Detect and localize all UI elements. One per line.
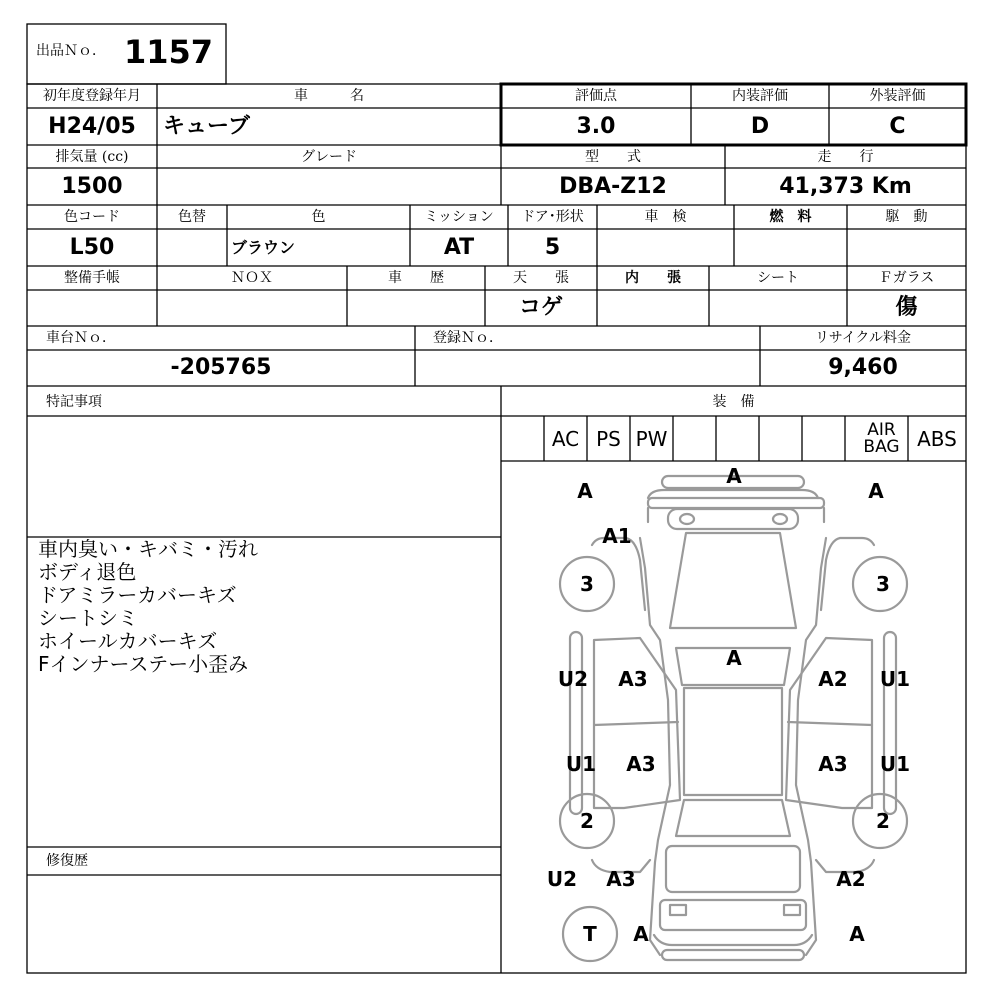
interior-grade-label: 内装評価 bbox=[732, 88, 788, 104]
registration-value: H24/05 bbox=[48, 113, 136, 139]
car-name-value: キューブ bbox=[163, 113, 250, 139]
damage-rear-right-tire: 2 bbox=[876, 809, 890, 833]
exterior-grade-label: 外装評価 bbox=[869, 88, 926, 104]
remark-line: ホイールカバーキズ bbox=[38, 629, 218, 653]
drive-label: 駆 動 bbox=[885, 209, 928, 225]
equipment-item bbox=[845, 416, 855, 461]
recycle-label: リサイクル料金 bbox=[814, 330, 912, 346]
equipment-item-ps: PS bbox=[596, 426, 621, 451]
reg-no-value bbox=[415, 350, 760, 386]
chassis-label: 車台Ｎｏ． bbox=[46, 330, 116, 346]
history-value bbox=[347, 290, 485, 326]
chassis-value: -205765 bbox=[170, 355, 272, 380]
damage-rear-left-corner: A bbox=[633, 922, 649, 946]
remark-line: ボディ退色 bbox=[38, 560, 137, 584]
transmission-label: ミッション bbox=[424, 209, 494, 225]
color-label: 色 bbox=[311, 209, 326, 225]
inspection-value bbox=[597, 229, 734, 266]
damage-rear-right-corner: A bbox=[849, 922, 865, 946]
mileage-label: 走 行 bbox=[817, 148, 874, 165]
equipment-item-pw: PW bbox=[635, 426, 668, 451]
damage-right-rear-door: A3 bbox=[818, 752, 848, 776]
damage-left-quarter: A3 bbox=[606, 867, 636, 891]
exterior-grade-value: C bbox=[889, 113, 906, 139]
inner-trim-label: 内 張 bbox=[625, 270, 681, 286]
fuel-label: 燃 料 bbox=[769, 209, 812, 225]
equipment-item bbox=[673, 416, 716, 461]
equipment-item bbox=[716, 416, 759, 461]
damage-front-bumper: A bbox=[726, 464, 742, 488]
remarks-label: 特記事項 bbox=[46, 394, 102, 410]
equipment-item bbox=[501, 416, 544, 461]
service-book-value bbox=[27, 290, 157, 326]
remark-line: ドアミラーカバーキズ bbox=[38, 583, 237, 607]
color-code-label: 色コード bbox=[64, 209, 120, 225]
remark-line: Fインナーステー小歪み bbox=[38, 652, 249, 676]
f-glass-label: Ｆガラス bbox=[878, 270, 935, 286]
damage-left-rear-door: A3 bbox=[626, 752, 656, 776]
displacement-label: 排気量 (cc) bbox=[55, 148, 129, 165]
score-value: 3.0 bbox=[576, 113, 616, 139]
color-change-label: 色替 bbox=[178, 209, 206, 225]
color-code-value: L50 bbox=[69, 234, 115, 260]
damage-left-sill-rear: U1 bbox=[565, 752, 597, 776]
damage-right-sill-rear: U1 bbox=[879, 752, 911, 776]
damage-roof: A bbox=[726, 646, 742, 670]
repair-label: 修復歴 bbox=[46, 853, 88, 869]
seat-value bbox=[709, 290, 847, 326]
car-name-label: 車 名 bbox=[294, 88, 364, 104]
remark-line: 車内臭い・キバミ・汚れ bbox=[38, 537, 258, 561]
equipment-item-ac: AC bbox=[551, 426, 580, 451]
repair-value bbox=[27, 875, 501, 973]
seat-label: シート bbox=[757, 270, 799, 286]
damage-rear-left-tire: 2 bbox=[580, 809, 594, 833]
equipment-item bbox=[802, 416, 845, 461]
nox-value bbox=[157, 290, 347, 326]
damage-left-front-door: A3 bbox=[618, 667, 648, 691]
model-value: DBA-Z12 bbox=[559, 173, 667, 199]
ceiling-label: 天 張 bbox=[513, 270, 569, 286]
damage-front-left-tire: 3 bbox=[580, 572, 594, 596]
service-book-label: 整備手帳 bbox=[64, 270, 120, 286]
mileage-value: 41,373 Km bbox=[779, 173, 912, 199]
damage-right-quarter: A2 bbox=[836, 867, 866, 891]
history-label: 車 歴 bbox=[388, 270, 444, 286]
inner-trim-value bbox=[597, 290, 709, 326]
f-glass-value: 傷 bbox=[895, 295, 918, 320]
registration-label: 初年度登録年月 bbox=[43, 88, 141, 104]
equipment-item-airbag: AIR BAG bbox=[863, 420, 900, 457]
interior-grade-value: D bbox=[750, 113, 770, 139]
drive-value bbox=[847, 229, 966, 266]
grade-label: グレード bbox=[301, 148, 357, 165]
damage-left-quarter-lower: U2 bbox=[546, 867, 578, 891]
lot-number: 1157 bbox=[124, 33, 214, 71]
transmission-value: AT bbox=[443, 234, 475, 260]
fuel-value bbox=[734, 229, 847, 266]
doors-value: 5 bbox=[544, 234, 561, 260]
nox-label: ＮＯＸ bbox=[231, 270, 273, 286]
damage-right-sill-front: U1 bbox=[879, 667, 911, 691]
damage-left-sill-front: U2 bbox=[557, 667, 589, 691]
equipment-item-abs: ABS bbox=[917, 426, 957, 451]
inspection-label: 車 検 bbox=[644, 209, 687, 225]
damage-spare-tire: T bbox=[583, 922, 597, 946]
lot-number-label: 出品Ｎｏ． bbox=[36, 43, 106, 59]
color-change-value bbox=[157, 229, 227, 266]
damage-front-left-corner: A bbox=[577, 479, 593, 503]
ceiling-value: コゲ bbox=[518, 295, 563, 320]
recycle-value: 9,460 bbox=[828, 355, 898, 380]
displacement-value: 1500 bbox=[61, 173, 123, 199]
equipment-label: 装 備 bbox=[712, 394, 755, 410]
remark-line: シートシミ bbox=[38, 606, 138, 630]
damage-hood: A1 bbox=[602, 524, 632, 548]
equipment-item bbox=[759, 416, 802, 461]
damage-front-right-tire: 3 bbox=[876, 572, 890, 596]
reg-no-label: 登録Ｎｏ． bbox=[433, 330, 503, 346]
grade-value bbox=[157, 168, 501, 205]
color-value: ブラウン bbox=[231, 237, 296, 257]
damage-front-right-corner: A bbox=[868, 479, 884, 503]
score-label: 評価点 bbox=[575, 88, 617, 104]
model-label: 型 式 bbox=[585, 148, 641, 165]
doors-label: ドア･形状 bbox=[521, 209, 584, 225]
damage-right-front-door: A2 bbox=[818, 667, 848, 691]
